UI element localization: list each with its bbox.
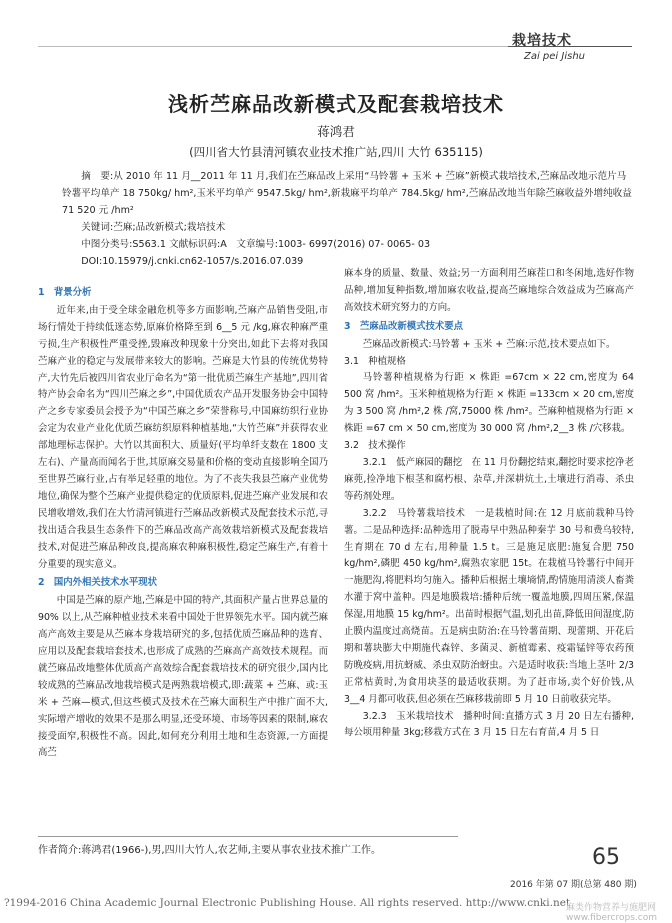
section-number: 3 bbox=[344, 320, 360, 332]
right-column bbox=[344, 266, 634, 742]
paragraph: 3.2.1 低产麻园的翻挖 在 11 月份翻挖结束,翻挖时要求挖净老麻蔸,捡净地下根茎和腐朽根、杂草,并深耕炕土,土壤进行消毒、杀虫等药剂处理。 bbox=[344, 456, 634, 502]
paragraph: 麻本身的质量、数量、效益;另一方面利用苎麻茬口和冬闲地,选好作物品种,增加复种指数,增加麻农收益,提高苎麻地综合效益成为苎麻高产高效技术研究努力的方向。 bbox=[344, 268, 634, 313]
section-pinyin: Zai pei Jishu bbox=[524, 51, 586, 62]
paragraph: 马铃薯种植规格为行距 × 株距 =67cm × 22 cm,密度为 64 500 窝 /hm²。玉米种植规格为行距 × 株距 =133cm × 20 cm,密度为 3 500 窝 /hm²,2 株 /窝,75000 株 /hm²。苎麻种植规格为行距 × 株距 =67 cm × 50 cm,密度为 30 000 窝 /hm²,2__3 株 /穴移栽。 bbox=[344, 372, 634, 435]
section-heading-text: 背景分析 bbox=[53, 287, 92, 298]
abstract-block bbox=[62, 168, 634, 270]
copyright-line: ?1994-2016 China Academic Journal Electronic Publishing House. All rights reserved. http://www.cnki.net bbox=[4, 897, 571, 909]
section-heading bbox=[38, 285, 328, 302]
paragraph: 苎麻品改新模式:马铃薯 + 玉米 + 苎麻:示范,技术要点如下。 bbox=[362, 338, 616, 350]
paragraph: 近年来,由于受全球金融危机等多方面影响,苎麻产品销售受阻,市场行情处于持续低迷态势,原麻价格降至到 6__5 元 /kg,麻农种麻严重亏损,生产积极性严重受挫,毁麻改种现象十分突出,如此下去将对我国苎麻产业的稳定与发展带来较大的影响。苎麻是大竹县的传统优势特产,大竹先后被四川省农业厅命名为“第一批优质苎麻生产基地”,四川省特产协会命名为“四川苎麻之乡”,中国优质农产品开发服务协会中国特产之乡专家委员会授予为“中国苎麻之乡”荣誉称号,中国麻纺织行业协会定为农业产业化优质苎麻纺织原料种植基地,“大竹苎麻”并获得农业部地理标志保护。大竹以其面积大、质量好(平均单纤支数在 1800 支左右)、产量高而闻名于世,其原麻交易量和价格的变动直接影响全国乃至世界苎麻行业,占有举足轻重的地位。为了不丧失我县苎麻产业优势地位,确保为整个苎麻产业提供稳定的优质原料,促进苎麻产业发展和农民增收增效,我们在大竹清河镇进行苎麻品改新模式及配套技术示范,寻找出适合我县生态条件下的苎麻品改高产高效栽培新模式及配套栽培技术,对促进苎麻品种改良,提高麻农种麻积极性,稳定苎麻生产,有着十分重要的现实意义。 bbox=[38, 304, 328, 570]
abstract bbox=[62, 168, 634, 219]
abstract-label: 摘 要: bbox=[81, 171, 114, 182]
paragraph: 3.2.2 马铃薯栽培技术 一是栽植时间:在 12 月底前栽种马铃薯。二是品种选择:品种选用了脱毒早中熟品种秦芋 30 号和费乌较特,生育期在 70 d 左右,用种量 1.5 t。三是施足底肥:施复合肥 750 kg/hm²,磷肥 450 kg/hm²,腐熟农家肥 15t。在栽植马铃薯行中间开一施肥沟,将肥料均匀施入。播种后根据土壤墒情,酌情施用清淡人畜粪水灌于窝中盖种。四是地膜栽培:播种后统一覆盖地膜,四周压紧,保温保湿,用地膜 15 kg/hm²。出苗时根据气温,划孔出苗,降低田间湿度,防止膜内温度过高烧苗。五是病虫防治:在马铃薯苗期、现蕾期、开花后期和薯块膨大中期施代森锌、多菌灵、新植霉素、疫霜锰锌等农药预防晚疫病,用抗蚜威、杀虫双防治蚜虫。六是适时收获:当地上茎叶 2/3 正常枯黄时,为食用块茎的最适收获期。为了赶市场,卖个好价钱,从 3__4 月都可收获,但必须在苎麻移栽前即 5 月 10 日前收获完毕。 bbox=[344, 507, 634, 705]
issue-info: 2016 年第 07 期(总第 480 期) bbox=[510, 880, 637, 890]
page-number: 65 bbox=[592, 845, 620, 870]
section-number: 1 bbox=[38, 287, 54, 298]
paragraph: 3.2.3 玉米栽培技术 播种时间:直播方式 3 月 20 日左右播种,每公顷用种量 3kg;移栽方式在 3 月 15 日左右育苗,4 月 5 日 bbox=[344, 710, 634, 739]
watermark: 麻类作物营养与施肥网 www.fibercrops.com bbox=[566, 903, 657, 923]
subsection-heading: 3.1 种植规格 bbox=[344, 355, 406, 367]
author-footnote: 作者简介:蒋鸿君(1966-),男,四川大竹人,农艺师,主要从事农业技术推广工作。 bbox=[38, 845, 381, 856]
subsection-heading: 3.2 技术操作 bbox=[344, 440, 406, 452]
header-rule bbox=[38, 46, 508, 47]
classification: 中图分类号:S563.1 文献标识码:A 文章编号:1003- 6997(2016) 07- 0065- 03 bbox=[81, 239, 431, 250]
section-heading-text: 国内外相关技术水平现状 bbox=[53, 577, 158, 589]
abstract-text: 从 2010 年 11 月__2011 年 11 月,我们在苎麻品改上采用“马铃薯 + 玉米 + 苎麻”新模式栽培技术,苎麻品改地示范片马铃薯平均单产 18 750kg/ hm²,玉米平均单产 9547.5kg/ hm²,新栽麻平均单产 784.5kg/ hm²,苎麻品改地当年除苎麻收益外增纯收益 71 520 元 /hm² bbox=[62, 171, 632, 216]
left-column bbox=[38, 283, 328, 762]
section-number: 2 bbox=[38, 577, 54, 589]
doi: DOI:10.15979/j.cnki.cn62-1057/s.2016.07.039 bbox=[81, 256, 304, 267]
author-affiliation: (四川省大竹县清河镇农业技术推广站,四川 大竹 635115) bbox=[189, 145, 483, 159]
article-title: 浅析苎麻品改新模式及配套栽培技术 bbox=[168, 92, 504, 116]
section-heading bbox=[38, 575, 328, 592]
footnote-rule bbox=[38, 836, 458, 837]
author-name: 蒋鸿君 bbox=[317, 124, 355, 139]
section-heading-text: 苎麻品改新模式技术要点 bbox=[359, 320, 464, 332]
keywords: 关键词:苎麻;品改新模式;栽培技术 bbox=[81, 222, 226, 233]
section-label: 栽培技术 bbox=[512, 33, 572, 49]
section-heading bbox=[344, 319, 634, 336]
paragraph: 中国是苎麻的原产地,苎麻是中国的特产,其面积产量占世界总量的 90% 以上,从苎麻种植业技术来看中国处于世界领先水平。国内就苎麻高产高效主要是从苎麻本身栽培研究的多,包括优质苎麻品种的选育、应用以及配套栽培套技术,也形成了成熟的苎麻高产高效技术规程。而就苎麻品改地整体优质高产高效综合配套栽培技术的研究很少,国内比较成熟的苎麻品改地栽培模式是两熟栽培模式,即:蔬菜 + 苎麻、或:玉米 + 苎麻—模式,但这些模式及技术在苎麻大面积生产中推广面不大,实际增产增收的效果不是那么明显,还受环境、市场等因素的限制,麻农接受面窄,积极性不高。因此,如何充分利用土地和生态资源,一方面提高苎 bbox=[38, 595, 328, 759]
